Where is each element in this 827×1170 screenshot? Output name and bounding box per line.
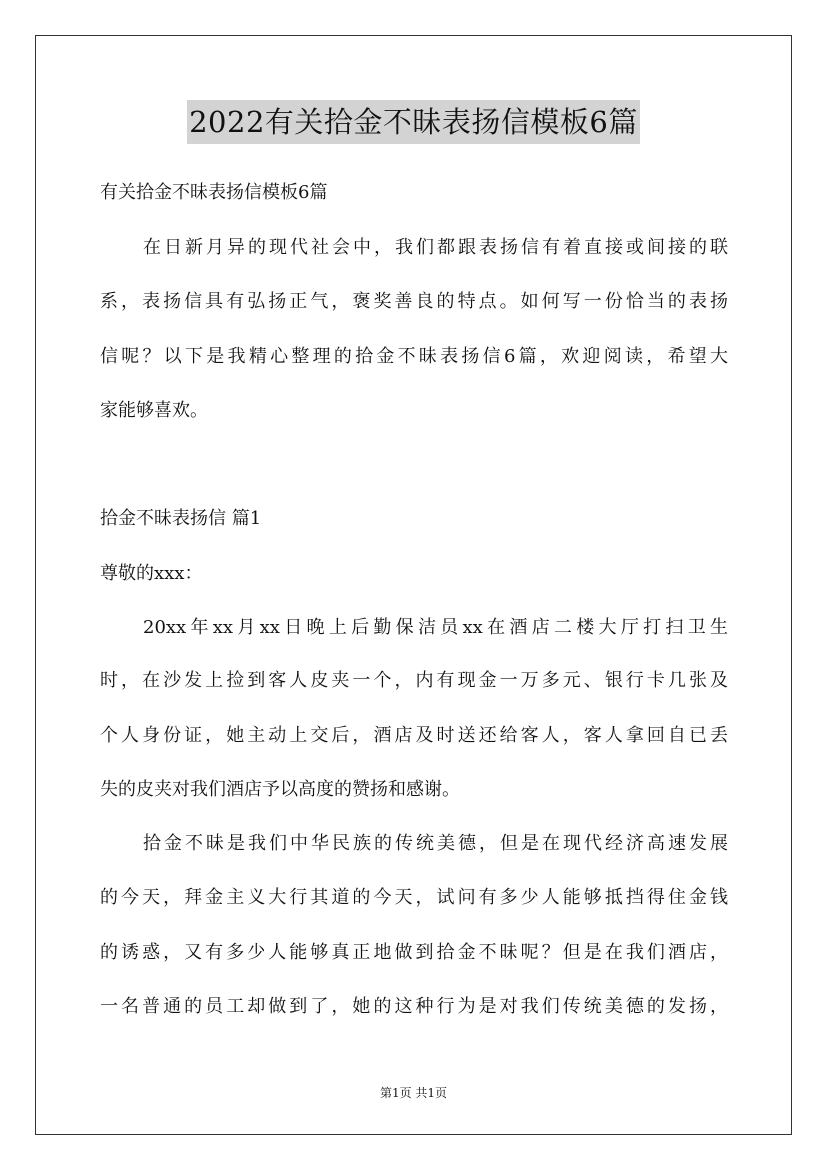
paragraph-line: 20xx年xx月xx日晚上后勤保洁员xx在酒店二楼大厅打扫卫生: [143, 617, 728, 638]
paragraph-line: 时，在沙发上捡到客人皮夹一个，内有现金一万多元、银行卡几张及: [100, 670, 728, 691]
paragraph-line: 家能够喜欢。: [100, 400, 208, 421]
paragraph-line: 系，表扬信具有弘扬正气，褒奖善良的特点。如何写一份恰当的表扬: [100, 291, 728, 312]
paragraph-line: 拾金不昧是我们中华民族的传统美德，但是在现代经济高速发展: [143, 833, 728, 854]
document-title: 2022有关拾金不昧表扬信模板6篇: [187, 100, 640, 144]
document-title-block: [0, 100, 827, 144]
paragraph-line: 一名普通的员工却做到了，她的这种行为是对我们传统美德的发扬，: [100, 996, 728, 1017]
paragraph-line: 个人身份证，她主动上交后，酒店及时送还给客人，客人拿回自已丢: [100, 725, 728, 746]
paragraph-line: 信呢？以下是我精心整理的拾金不昧表扬信6篇，欢迎阅读，希望大: [100, 346, 728, 367]
paragraph-line: 失的皮夹对我们酒店予以高度的赞扬和感谢。: [100, 779, 460, 800]
section-heading: 拾金不昧表扬信 篇1: [100, 508, 262, 529]
paragraph-line: 在日新月异的现代社会中，我们都跟表扬信有着直接或间接的联: [143, 237, 728, 258]
salutation: 尊敬的xxx：: [100, 563, 203, 584]
page-footer: 第1页 共1页: [379, 1086, 448, 1100]
paragraph-line: 的诱惑，又有多少人能够真正地做到拾金不昧呢？但是在我们酒店，: [100, 942, 728, 963]
paragraph-line: 的今天，拜金主义大行其道的今天，试问有多少人能够抵挡得住金钱: [100, 887, 728, 908]
subtitle-line: 有关拾金不昧表扬信模板6篇: [100, 182, 328, 203]
